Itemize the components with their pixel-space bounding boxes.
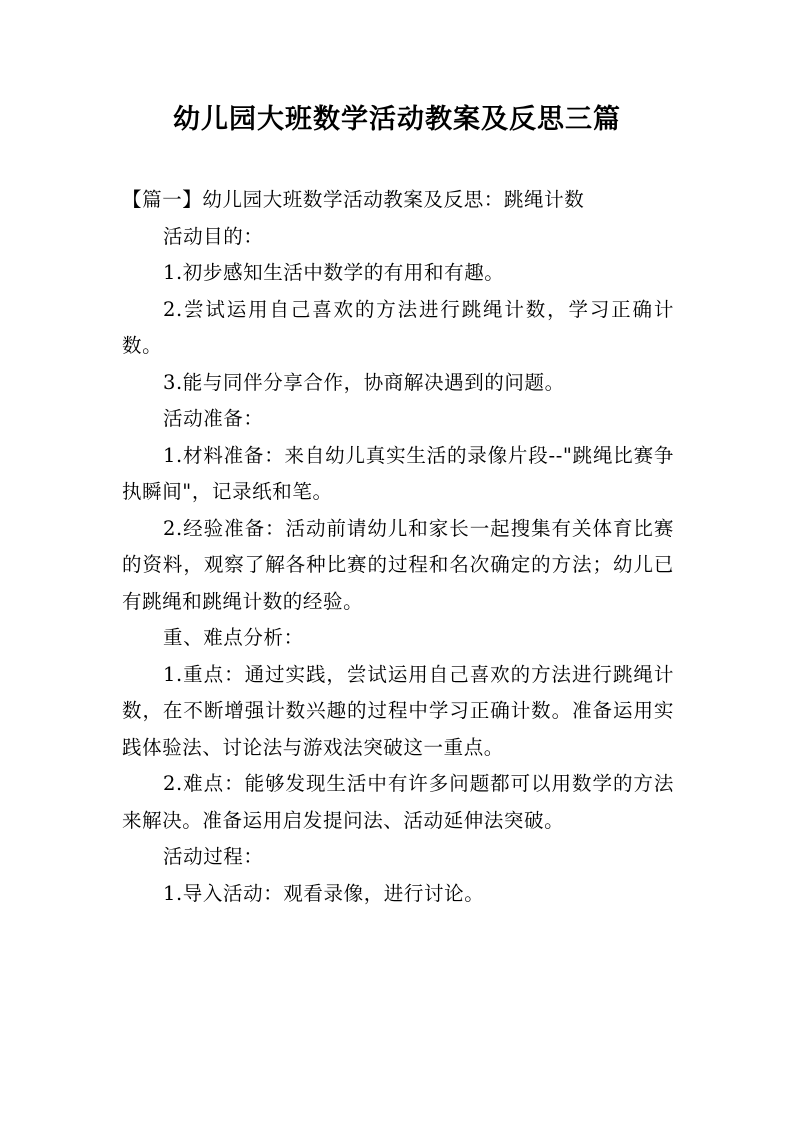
goal-item-3: 3.能与同伴分享合作，协商解决遇到的问题。 xyxy=(163,370,565,394)
key-point-item-2: 2.难点：能够发现生活中有许多问题都可以用数学的方法来解决。准备运用启发提问法、活动延伸法突破。 xyxy=(122,772,674,832)
subheading-activity-goals: 活动目的： xyxy=(163,224,264,248)
subheading-activity-preparation: 活动准备： xyxy=(163,407,264,430)
section-heading: 【篇一】幼儿园大班数学活动教案及反思：跳绳计数 xyxy=(122,188,585,211)
preparation-item-1: 1.材料准备：来自幼儿真实生活的录像片段--"跳绳比赛争执瞬间"，记录纸和笔。 xyxy=(122,443,674,503)
subheading-activity-process: 活动过程： xyxy=(163,845,264,868)
preparation-item-2: 2.经验准备：活动前请幼儿和家长一起搜集有关体育比赛的资料，观察了解各种比赛的过程和名次确定的方法；幼儿已有跳绳和跳绳计数的经验。 xyxy=(122,516,674,613)
goal-item-1: 1.初步感知生活中数学的有用和有趣。 xyxy=(163,261,505,284)
goal-item-2: 2.尝试运用自己喜欢的方法进行跳绳计数，学习正确计数。 xyxy=(122,297,674,357)
subheading-key-points: 重、难点分析： xyxy=(163,626,304,649)
process-item-1: 1.导入活动：观看录像，进行讨论。 xyxy=(163,881,485,905)
key-point-item-1: 1.重点：通过实践，尝试运用自己喜欢的方法进行跳绳计数，在不断增强计数兴趣的过程中学习正确计数。准备运用实践体验法、讨论法与游戏法突破这一重点。 xyxy=(122,662,674,759)
document-title: 幼儿园大班数学活动教案及反思三篇 xyxy=(173,104,621,135)
document-body xyxy=(122,182,674,912)
